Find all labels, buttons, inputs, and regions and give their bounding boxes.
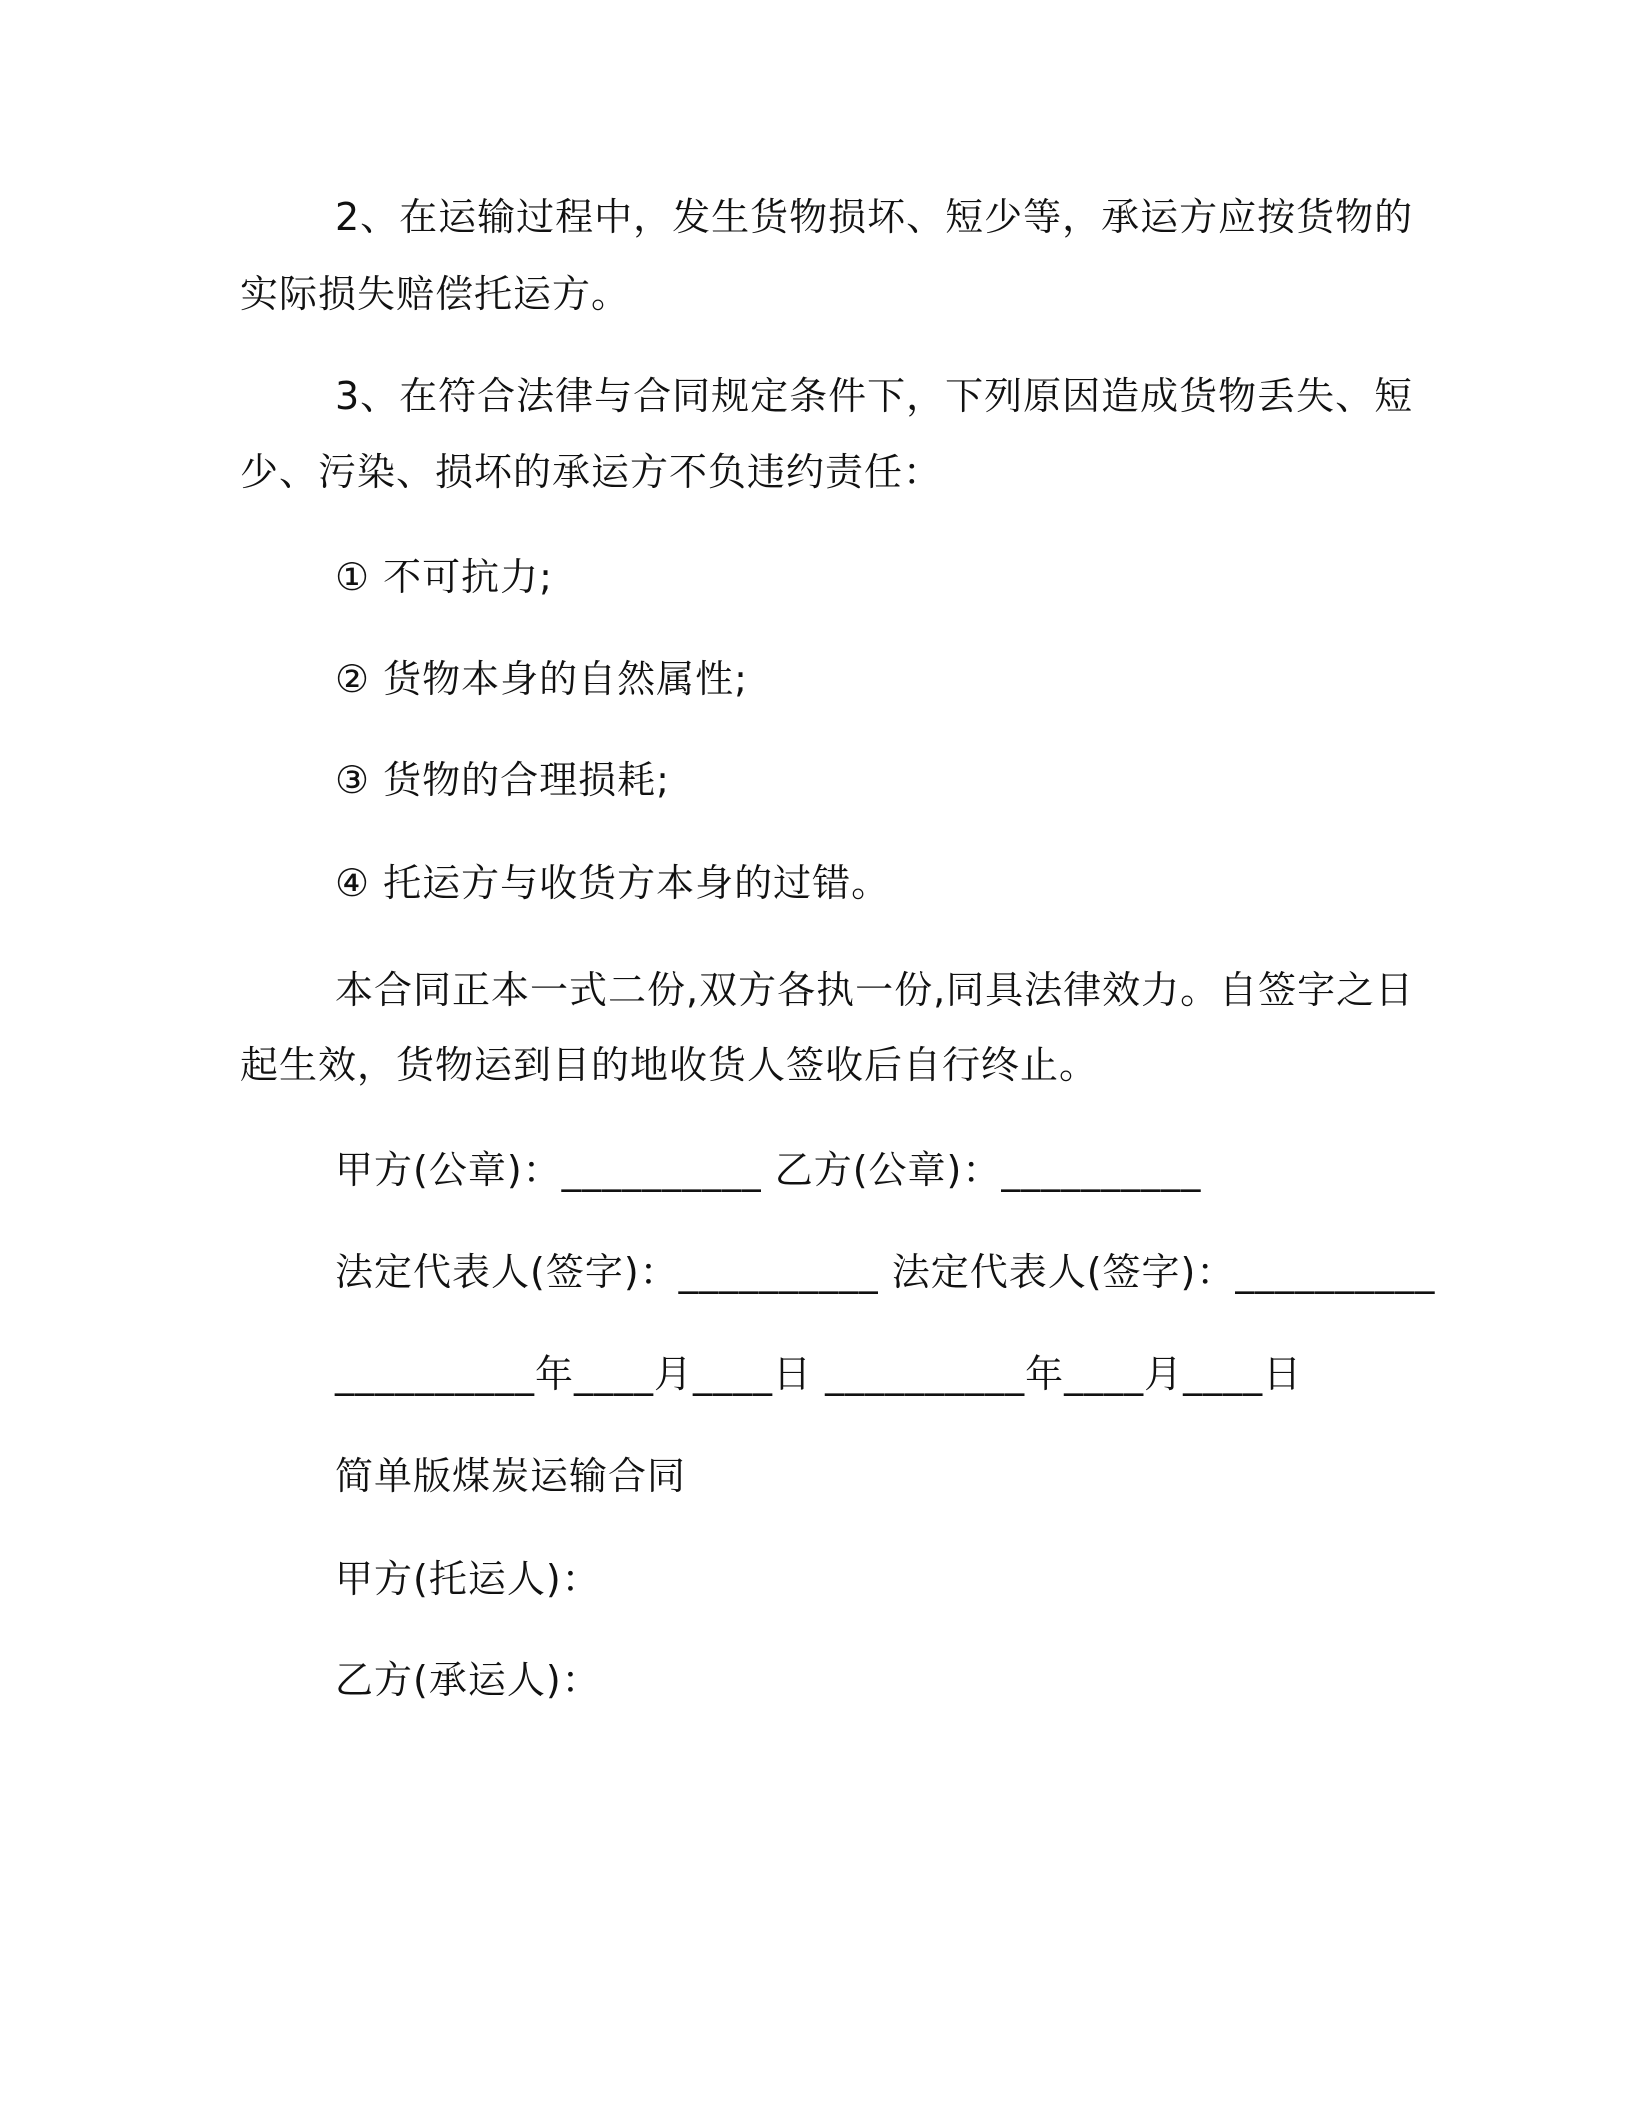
validity-line-1: 本合同正本一式二份,双方各执一份,同具法律效力。自签字之日 <box>335 968 1415 1012</box>
seal-signature-line: 甲方(公章)：__________ 乙方(公章)：__________ <box>335 1148 1202 1192</box>
exemption-item-2: ② 货物本身的自然属性; <box>335 657 748 701</box>
clause-3-line-2: 少、污染、损坏的承运方不负违约责任： <box>240 450 943 494</box>
clause-3-line-1: 3、在符合法律与合同规定条件下，下列原因造成货物丢失、短 <box>335 374 1414 418</box>
representative-signature-line: 法定代表人(签字)：__________ 法定代表人(签字)：__________ <box>335 1250 1436 1294</box>
exemption-item-1: ① 不可抗力; <box>335 555 553 599</box>
clause-2-line-1: 2、在运输过程中，发生货物损坏、短少等，承运方应按货物的 <box>335 195 1414 239</box>
signature-date-line: __________年____月____日 __________年____月____日 <box>335 1352 1303 1396</box>
exemption-item-4: ④ 托运方与收货方本身的过错。 <box>335 861 891 905</box>
validity-line-2: 起生效，货物运到目的地收货人签收后自行终止。 <box>240 1043 1099 1087</box>
party-a-label: 甲方(托运人)： <box>335 1557 601 1601</box>
party-b-label: 乙方(承运人)： <box>335 1658 601 1702</box>
exemption-item-3: ③ 货物的合理损耗; <box>335 758 670 802</box>
next-contract-title: 简单版煤炭运输合同 <box>335 1454 687 1498</box>
clause-2-line-2: 实际损失赔偿托运方。 <box>240 272 631 316</box>
